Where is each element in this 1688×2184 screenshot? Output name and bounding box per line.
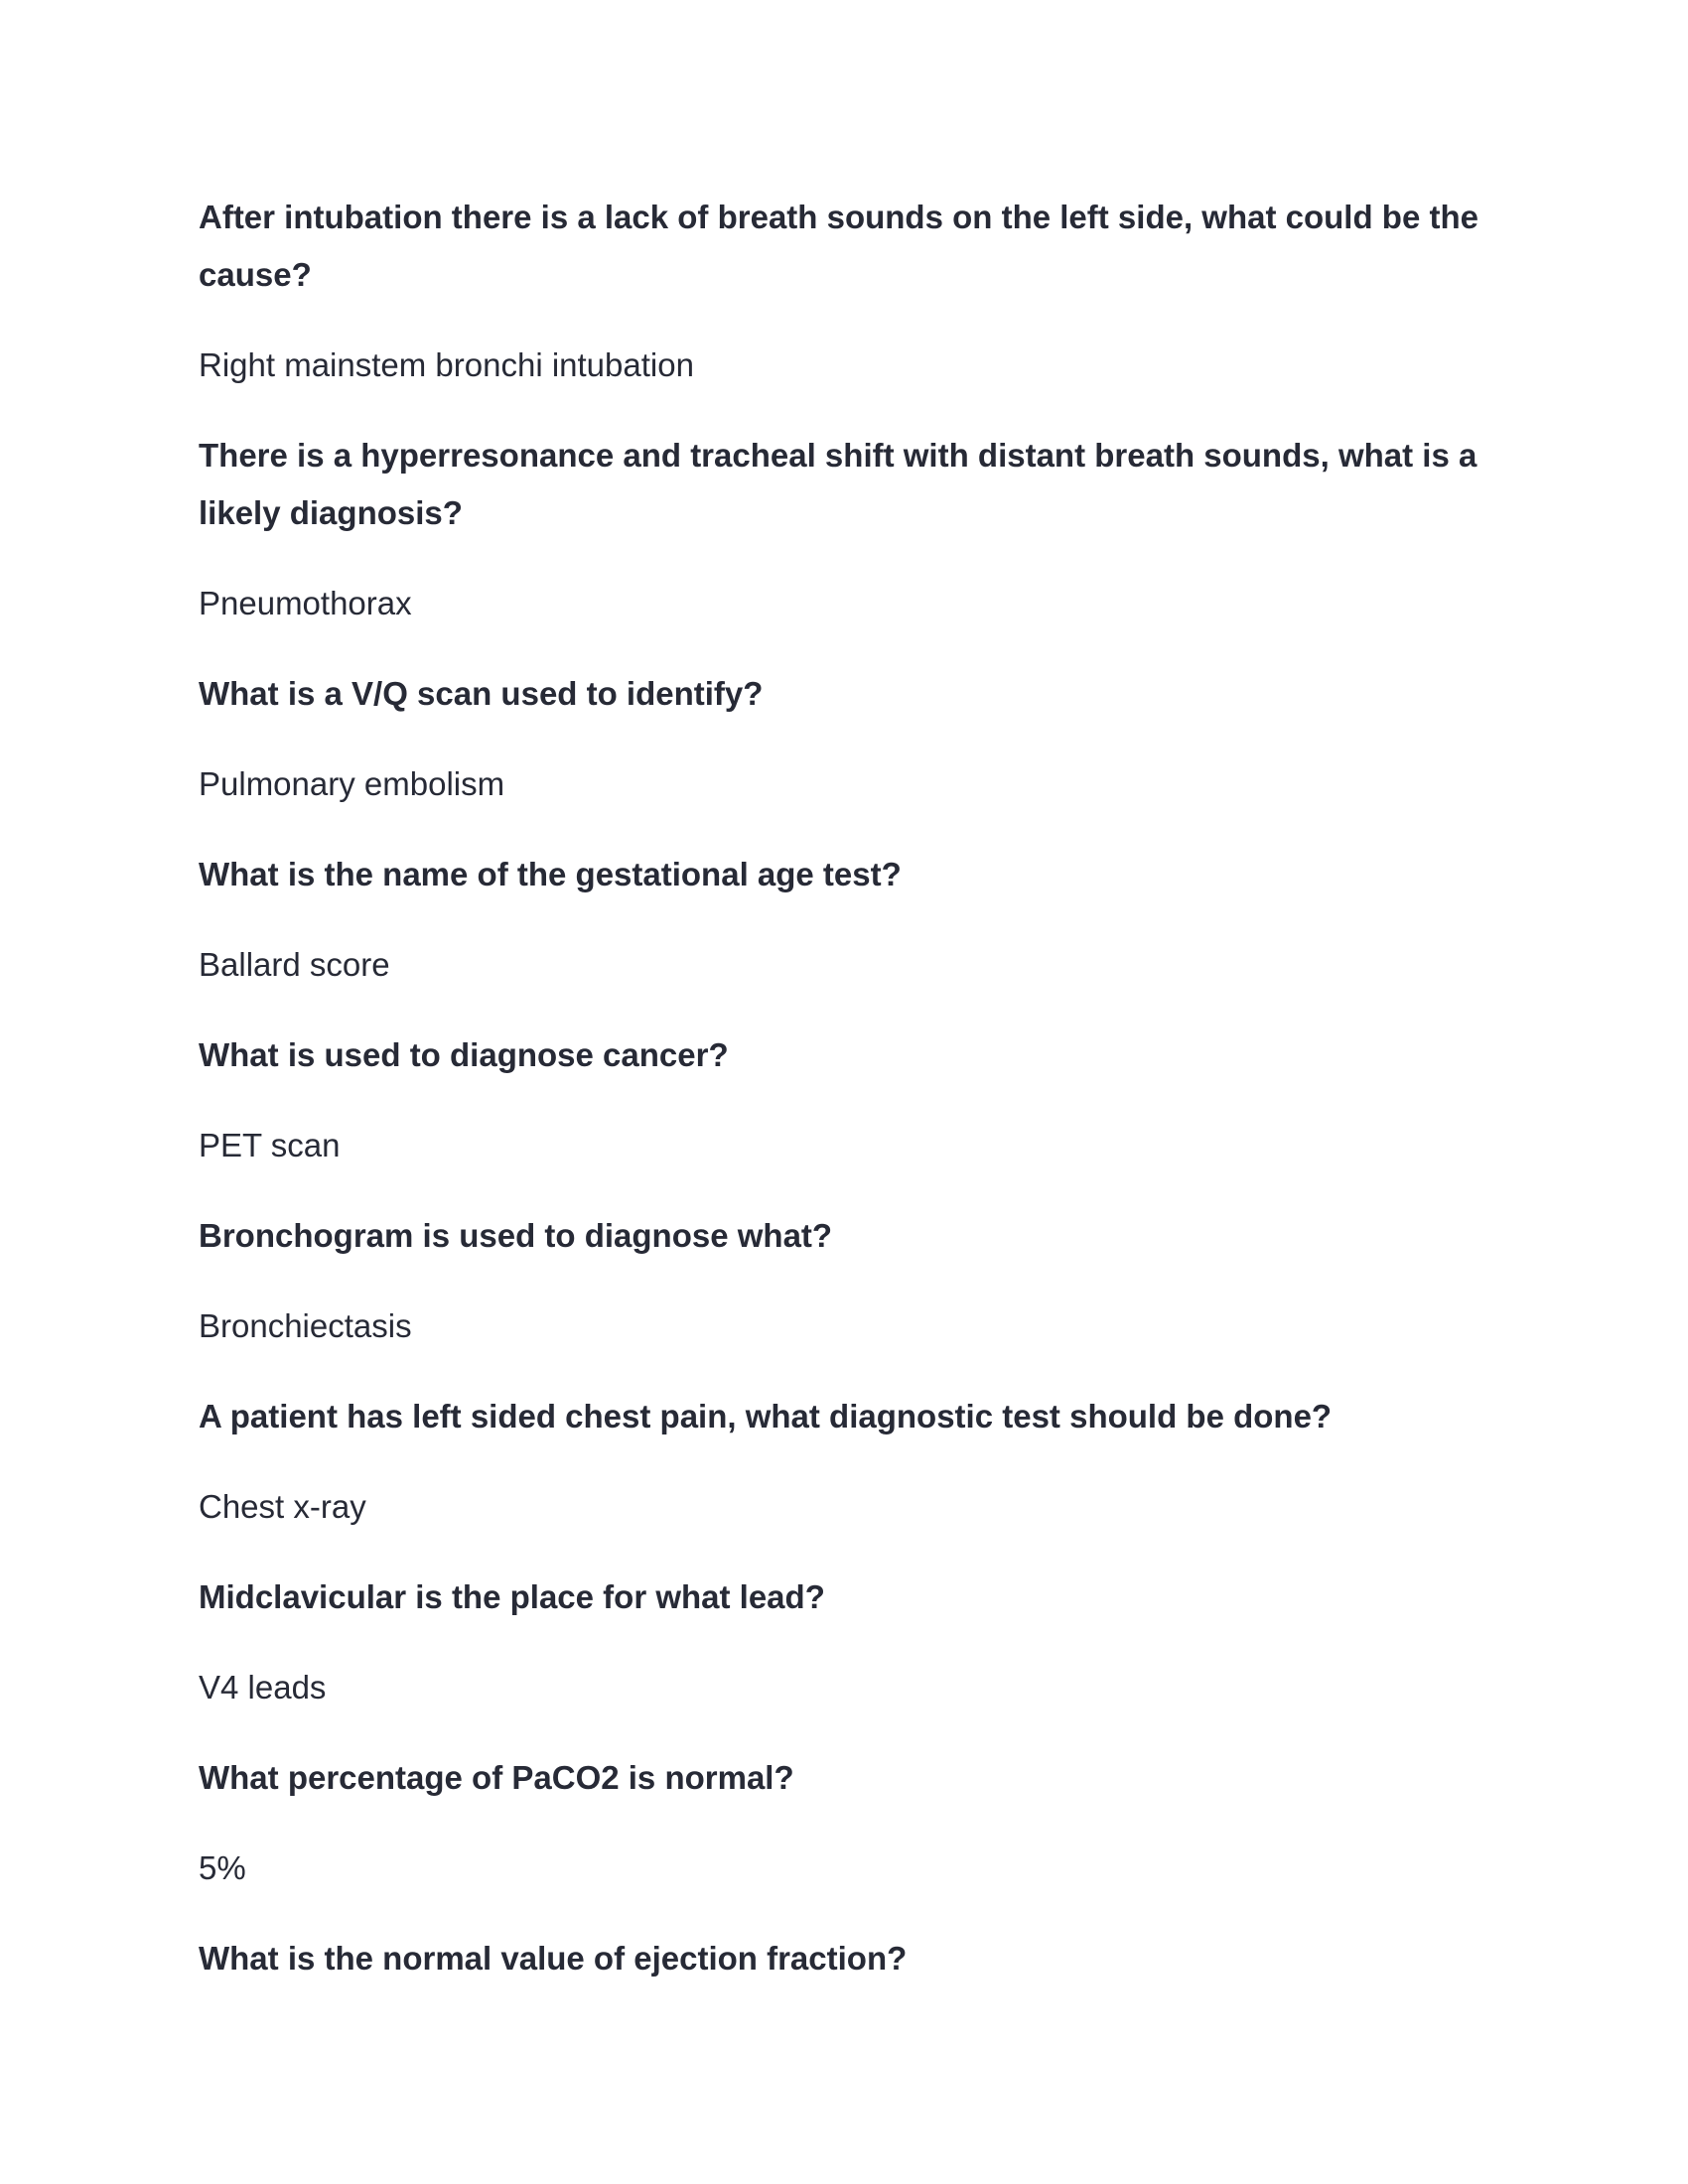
answer-text: V4 leads <box>199 1669 327 1706</box>
qa-item <box>199 427 1489 632</box>
answer-text: Pneumothorax <box>199 585 412 621</box>
qa-item <box>199 665 1489 813</box>
question-text: A patient has left sided chest pain, what diagnostic test should be done? <box>199 1398 1333 1434</box>
qa-item <box>199 1207 1489 1355</box>
qa-item <box>199 1749 1489 1897</box>
answer-text: Ballard score <box>199 946 390 983</box>
qa-item <box>199 1388 1489 1536</box>
question-text: What is used to diagnose cancer? <box>199 1036 729 1073</box>
answer-text: Right mainstem bronchi intubation <box>199 346 694 383</box>
answer-text: Pulmonary embolism <box>199 765 505 802</box>
document-page <box>199 189 1489 1987</box>
question-text: After intubation there is a lack of breath sounds on the left side, what could be the cause? <box>199 199 1478 293</box>
answer-text: PET scan <box>199 1127 341 1163</box>
qa-item <box>199 1930 1489 1987</box>
qa-item <box>199 1026 1489 1174</box>
question-text: There is a hyperresonance and tracheal shift with distant breath sounds, what is a likely diagnosis? <box>199 437 1477 531</box>
question-text: What percentage of PaCO2 is normal? <box>199 1759 794 1796</box>
answer-text: Chest x-ray <box>199 1488 366 1525</box>
question-text: What is the name of the gestational age test? <box>199 856 902 892</box>
question-text: Bronchogram is used to diagnose what? <box>199 1217 833 1254</box>
qa-item <box>199 189 1489 394</box>
question-text: Midclavicular is the place for what lead? <box>199 1578 825 1615</box>
qa-item <box>199 1569 1489 1716</box>
qa-item <box>199 846 1489 994</box>
answer-text: 5% <box>199 1849 246 1886</box>
question-text: What is the normal value of ejection fraction? <box>199 1940 908 1977</box>
question-text: What is a V/Q scan used to identify? <box>199 675 764 712</box>
answer-text: Bronchiectasis <box>199 1307 412 1344</box>
